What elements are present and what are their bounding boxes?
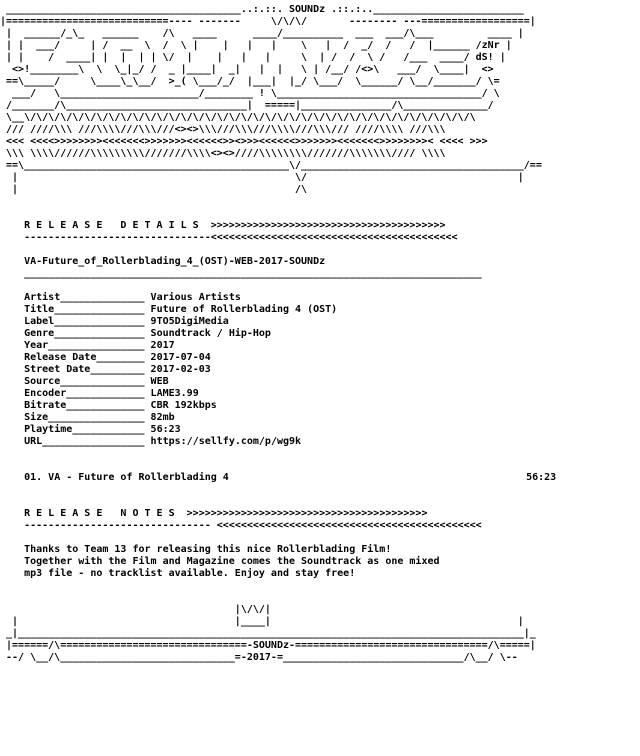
detail-row-release-date [0,352,640,364]
release-details-heading: R E L E A S E D E T A I L S [24,220,199,231]
notes-text: mp3 file - no tracklist available. Enjoy and stay free! [24,568,356,579]
footer-brand-line: |======/\===============================-SOUNDz-================================/\=====| [0,640,536,651]
ascii-logo-line: ==\_____/ \____\_\__/ >_( \___/_/ |___| |_/ \___/ \______/ \__/_______/ \= [0,76,500,87]
ascii-border-line: <<< <<<<>>>>>>>><<<<<<<>>>>>>><<<<<<>><>>><<<<<<>>>>>>><<<<<<<>>>>>>>>< <<<< >>> [0,136,494,147]
detail-label: Artist______________ [24,292,145,303]
ascii-border-line: \\\ \\\\//////\\\\\\\\\///////\\\\<><>////\\\\\\\\///////\\\\\\\//// \\\\ [0,148,452,159]
ascii-border-line: \__\/\/\/\/\/\/\/\/\/\/\/\/\/\/\/\/\/\/\/\/\/\/\/\/\/\/\/\/\/\/\/\/\/\/\/\/\/\ [0,112,476,123]
ascii-logo-line: |===========================---- ------- \/\/\/ -------- ---==================| [0,16,536,27]
detail-value: Soundtrack / Hip-Hop [150,328,271,339]
detail-row-title [0,304,640,316]
detail-label: Bitrate_____________ [24,400,145,411]
ascii-border-line: /// ////\\\ ///\\\\///\\\///<><>\\\///\\\///\\\\///\\\/// ////\\\\ ///\\\ [0,124,452,135]
release-notes-heading: R E L E A S E N O T E S [24,508,175,519]
heading-rule: ------------------------------- [24,520,211,531]
detail-label: Playtime____________ [24,424,145,435]
detail-row-size [0,412,640,424]
detail-value: CBR 192kbps [150,400,217,411]
section-heading-release-details [0,220,640,232]
ascii-border-line: ==\____________________________________________\/_____________________________________/== [0,160,542,171]
detail-value: 56:23 [150,424,181,435]
detail-label: Genre_______________ [24,328,145,339]
detail-row-label [0,316,640,328]
detail-label: Year________________ [24,340,145,351]
detail-value: Future of Rollerblading 4 (OST) [150,304,338,315]
detail-value: WEB [150,376,169,387]
ascii-logo-line: | | ___/ | / __ \ / \ | | | | \ | / _/ / / |______ /zNr | [0,40,512,51]
ascii-logo-line: | | / ____| | | | | \/ | | | | \ | / / \ / /___ ____/ dS! | [0,52,506,63]
detail-value: 2017-07-04 [150,352,211,363]
arrows-right: >>>>>>>>>>>>>>>>>>>>>>>>>>>>>>>>>>>>>>> [210,220,446,231]
detail-value: 9TO5DigiMedia [150,316,229,327]
detail-label: URL_________________ [24,436,145,447]
notes-text: Together with the Film and Magazine comes the Soundtrack as one mixed [24,556,440,567]
notes-line [0,556,640,568]
url-link[interactable]: https://sellfy.com/p/wg9k [150,436,302,447]
ascii-logo-line: ___/ \_______________________/________ ! \__________________________________/ \ [0,88,500,99]
crown-art: |\/\/| [0,604,271,615]
detail-row-bitrate [0,400,640,412]
detail-label: Street Date_________ [24,364,145,375]
heading-rule: ------------------------------- [24,232,211,243]
crown-art: | |____| | [0,616,524,627]
ascii-logo-line: | ______/_\_ ______ /\ ____ ____/__________ ___ ___/\___ ____ | [0,28,524,39]
track-row [0,472,640,484]
ascii-logo-line: <>!________\ \ \_|_/ / _ |____| _| | | \ | /__/ /<>\ ___/ \____| <> [0,64,500,75]
arrows-left: <<<<<<<<<<<<<<<<<<<<<<<<<<<<<<<<<<<<<<<<<<<< [216,520,482,531]
detail-row-year [0,340,640,352]
detail-row-source [0,376,640,388]
detail-row-encoder [0,388,640,400]
detail-row-artist [0,292,640,304]
detail-label: Encoder_____________ [24,388,145,399]
ascii-border-line: | \/ | [0,172,524,183]
detail-row-url [0,436,640,448]
notes-line [0,568,640,580]
ascii-logo-line: /_______/\______________________________| =====|_______________/\______________/ [0,100,494,111]
footer-border: _|____________________________________________________________________________________|_ [0,628,536,639]
detail-value: Various Artists [150,292,241,303]
detail-label: Title_______________ [24,304,145,315]
detail-value: 2017 [150,340,175,351]
ascii-border-line: | /\ [0,184,518,195]
ascii-logo-line: _______________________________________..:.::. SOUNDz .::.:.._________________________ [0,4,524,15]
footer-year-line: --/ \__/\_____________________________=-2017-=______________________________/\__/ \-- [0,652,518,663]
detail-value: LAME3.99 [150,388,199,399]
detail-value: 2017-02-03 [150,364,211,375]
detail-label: Size________________ [24,412,145,423]
release-name: VA-Future_of_Rollerblading_4_(OST)-WEB-2017-SOUNDz [24,256,326,267]
detail-label: Label_______________ [24,316,145,327]
detail-value: 82mb [150,412,175,423]
notes-text: Thanks to Team 13 for releasing this nice Rollerblading Film! [24,544,392,555]
arrows-left: <<<<<<<<<<<<<<<<<<<<<<<<<<<<<<<<<<<<<<<<< [210,232,458,243]
arrows-right: >>>>>>>>>>>>>>>>>>>>>>>>>>>>>>>>>>>>>>>> [186,508,428,519]
detail-label: Source______________ [24,376,145,387]
notes-line [0,544,640,556]
track-title: 01. VA - Future of Rollerblading 4 [24,472,229,483]
detail-row-playtime [0,424,640,436]
track-time: 56:23 [526,472,557,483]
release-name-rule: ____________________________________________________________________________ [24,268,482,279]
detail-row-street-date [0,364,640,376]
detail-label: Release Date________ [24,352,145,363]
section-heading-release-notes [0,508,640,520]
detail-row-genre [0,328,640,340]
